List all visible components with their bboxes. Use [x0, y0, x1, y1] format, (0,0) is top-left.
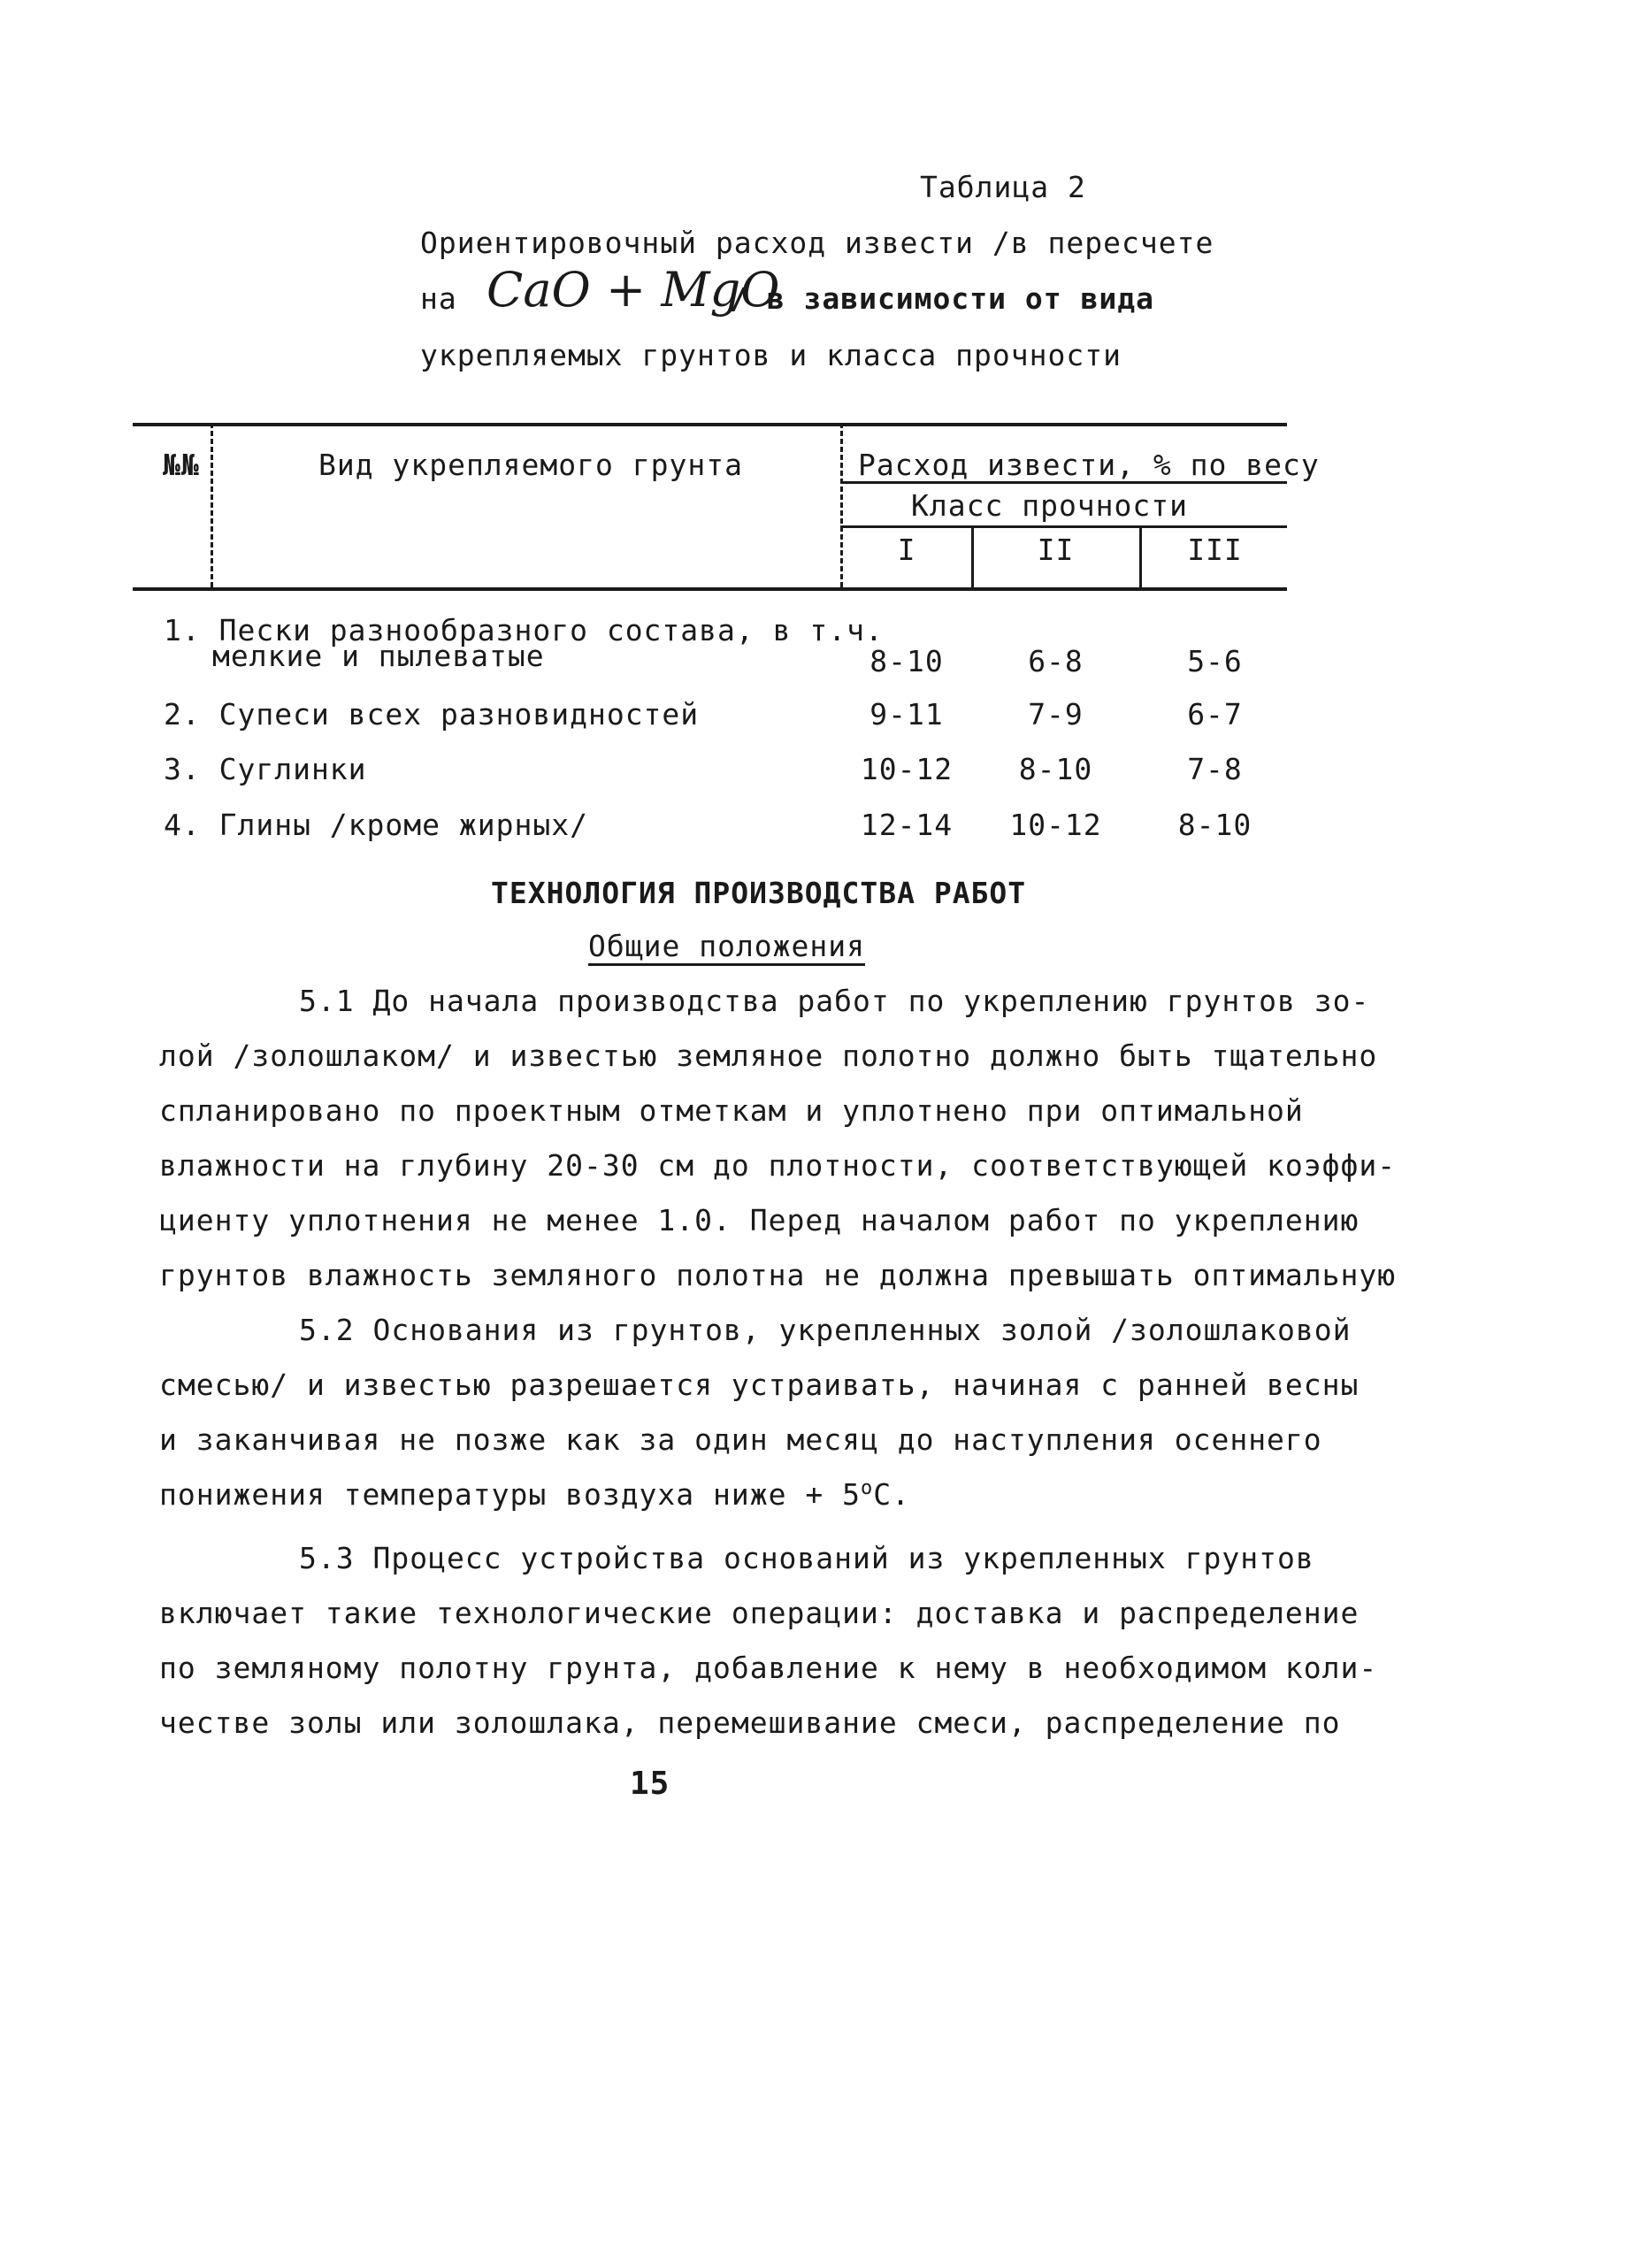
table-top-rule: [133, 423, 1287, 426]
paragraph-line: 5.3 Процесс устройства оснований из укрепленных грунтов: [299, 1541, 1314, 1575]
row-label: 1. Пески разнообразного состава, в т.ч.: [164, 613, 884, 647]
degree-sup: о: [860, 1477, 874, 1499]
table-header-bottom-rule: [133, 587, 1287, 591]
paragraph-line: спланировано по проектным отметкам и уплотнено при оптимальной: [159, 1093, 1304, 1128]
row-value-class-1: 10-12: [860, 752, 954, 786]
table-title-line3: укрепляемых грунтов и класса прочности: [420, 338, 1122, 372]
class-2-header: II: [1037, 533, 1075, 567]
row-value-class-2: 6-8: [1028, 644, 1084, 678]
class-3-header: III: [1187, 533, 1243, 567]
paragraph-line: грунтов влажность земляного полотна не должна превышать оптимальную: [159, 1258, 1397, 1292]
class-1-header: I: [897, 533, 916, 567]
table-title-line2-suffix: / в зависимости от вида: [730, 281, 1154, 316]
section-title: ТЕХНОЛОГИЯ ПРОИЗВОДСТВА РАБОТ: [491, 876, 1027, 910]
paragraph-line: 5.1 До начала производства работ по укреплению грунтов зо-: [299, 984, 1370, 1018]
row-value-class-3: 6-7: [1187, 697, 1243, 732]
table-label: Таблица 2: [920, 170, 1086, 204]
paragraph-line-unit: С.: [873, 1477, 910, 1512]
row-value-class-3: 8-10: [1177, 808, 1252, 842]
row-label-cont: мелкие и пылеватые: [212, 639, 545, 673]
subsection-title: Общие положения: [588, 929, 866, 963]
formula-cao-mgo: CaO + MgO: [486, 262, 780, 318]
table-class-rule: [840, 525, 1287, 528]
col-consumption-header: Расход извести, % по весу: [858, 448, 1320, 482]
row-value-class-1: 8-10: [869, 644, 944, 678]
paragraph-line: [159, 1477, 910, 1512]
row-value-class-1: 12-14: [860, 808, 954, 842]
row-label: 2. Супеси всех разновидностей: [164, 697, 700, 732]
row-value-class-3: 5-6: [1187, 644, 1243, 678]
paragraph-line: 5.2 Основания из грунтов, укрепленных золой /золошлаковой: [299, 1313, 1352, 1347]
table-divider-num: [211, 423, 213, 587]
col-soil-header: Вид укрепляемого грунта: [318, 448, 743, 482]
row-value-class-3: 7-8: [1187, 752, 1243, 786]
paragraph-line: лой /золошлаком/ и известью земляное полотно должно быть тщательно: [159, 1038, 1378, 1073]
paragraph-line: по земляному полотну грунта, добавление к нему в необходимом коли-: [159, 1651, 1378, 1685]
paragraph-line: включает такие технологические операции: доставка и распределение: [159, 1596, 1360, 1630]
row-value-class-1: 9-11: [869, 697, 944, 732]
paragraph-line: влажности на глубину 20-30 см до плотности, соответствующей коэффи-: [159, 1148, 1397, 1183]
paragraph-line: смесью/ и известью разрешается устраивать, начиная с ранней весны: [159, 1368, 1360, 1402]
col-num-header: №№: [163, 448, 200, 482]
row-value-class-2: 8-10: [1018, 752, 1093, 786]
table-title-line2-prefix: на: [420, 281, 457, 316]
row-value-class-2: 10-12: [1009, 808, 1102, 842]
paragraph-line: и заканчивая не позже как за один месяц до наступления осеннего: [159, 1422, 1322, 1457]
class-header: Класс прочности: [911, 488, 1189, 523]
page-number: 15: [630, 1766, 670, 1802]
row-label: 3. Суглинки: [164, 752, 367, 786]
paragraph-line-text: понижения температуры воздуха ниже + 5: [159, 1477, 861, 1512]
row-label: 4. Глины /кроме жирных/: [164, 808, 588, 842]
paragraph-line: циенту уплотнения не менее 1.0. Перед началом работ по укреплению: [159, 1203, 1360, 1237]
table-title-line1: Ориентировочный расход извести /в пересчете: [420, 226, 1214, 260]
table-divider-soil: [840, 423, 843, 587]
row-value-class-2: 7-9: [1028, 697, 1084, 732]
paragraph-line: честве золы или золошлака, перемешивание смеси, распределение по: [159, 1705, 1341, 1740]
